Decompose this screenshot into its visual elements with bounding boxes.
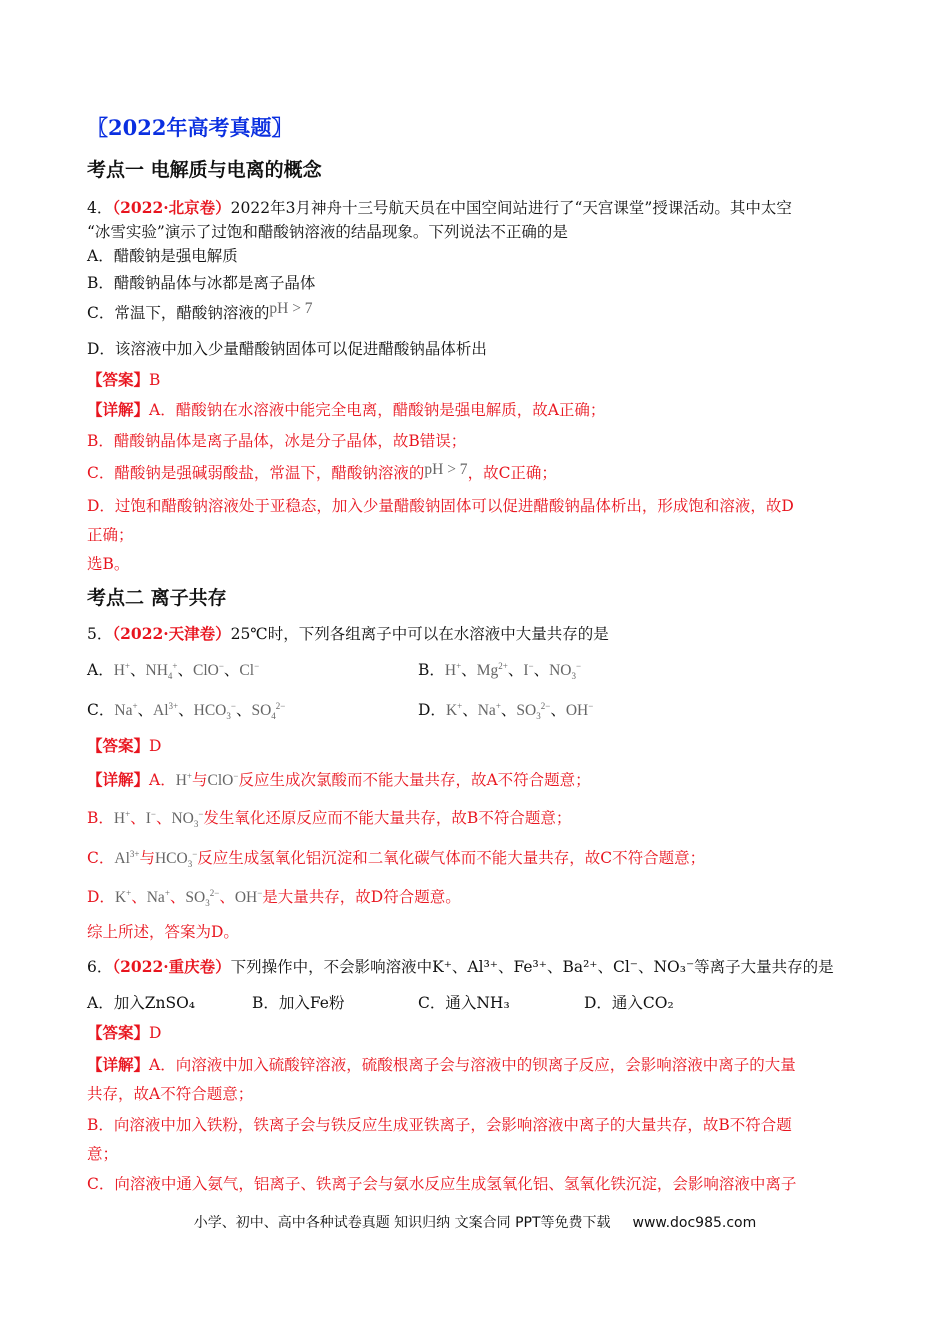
- q4-option-c-text: C．常温下，醋酸钠溶液的: [87, 304, 270, 322]
- footer-url[interactable]: www.doc985.com: [632, 1215, 757, 1231]
- q6-number: 6．: [87, 958, 113, 976]
- q5-answer-value: D: [149, 737, 162, 755]
- q6-detail-a-line2: 共存，故A不符合题意；: [87, 1085, 254, 1103]
- q5-option-b: B．H+、$Mg^{2+}$、I−、$NO_3^-$: [418, 660, 582, 682]
- q6-detail-a-text: A．向溶液中加入硫酸锌溶液，硫酸根离子会与溶液中的钡离子反应，会影响溶液中离子的大量: [149, 1056, 796, 1074]
- q6-detail-b-line2: 意；: [87, 1145, 119, 1163]
- q4-source: （2022·北京卷）: [112, 198, 231, 217]
- q5-detail-c-mid: 与: [139, 849, 155, 867]
- q4-answer-value: B: [149, 371, 161, 389]
- q4-option-d: D．该溶液中加入少量醋酸钠固体可以促进醋酸钠晶体析出: [87, 340, 487, 358]
- q4-number: 4．: [87, 199, 113, 217]
- page-title: 〖2022年高考真题〗: [87, 115, 293, 140]
- q5-stem-text: 25℃时，下列各组离子中可以在水溶液中大量共存的是: [230, 625, 609, 643]
- q4-answer: [87, 370, 160, 390]
- q4-detail-d-line1: D．过饱和醋酸钠溶液处于亚稳态，加入少量醋酸钠固体可以促进醋酸钠晶体析出，形成饱和溶液，故D: [87, 497, 794, 515]
- q6-stem-text: 下列操作中，不会影响溶液中K⁺、Al³⁺、Fe³⁺、Ba²⁺、Cl⁻、NO₃⁻等离子大量共存的是: [230, 958, 834, 976]
- q4-detail-a-text: A．醋酸钠在水溶液中能完全电离，醋酸钠是强电解质，故A正确；: [149, 401, 606, 419]
- q6-option-c: C．通入NH₃: [418, 994, 510, 1012]
- q5-answer-label: 【答案】: [87, 736, 150, 755]
- footer-text: 小学、初中、高中各种试卷真题 知识归纳 文案合同 PPT等免费下载: [193, 1215, 611, 1231]
- q5-source: （2022·天津卷）: [112, 624, 231, 643]
- q5-detail-d-text: 是大量共存，故D符合题意。: [262, 888, 461, 906]
- q4-detail-label: 【详解】: [87, 400, 150, 419]
- q5-detail-d-prefix: D．: [87, 888, 115, 906]
- q5-detail-c: C．$Al^{3+}$与$HCO_3^-$反应生成氢氧化铝沉淀和二氧化碳气体而不能大量共存，故C不符合题意；: [87, 848, 706, 870]
- q5-detail-a: 【详解】A．H+与ClO−反应生成次氯酸而不能大量共存，故A不符合题意；: [87, 770, 591, 789]
- q6-answer-value: D: [149, 1024, 162, 1042]
- q4-detail-c-tail: ，故C正确；: [467, 464, 557, 482]
- q5-detail-c-prefix: C．: [87, 849, 115, 867]
- q5-conclusion: 综上所述，答案为D。: [87, 923, 239, 941]
- q6-option-b: B．加入Fe粉: [252, 994, 345, 1012]
- q4-option-a: A．醋酸钠是强电解质: [87, 247, 238, 265]
- q6-option-a: A．加入ZnSO₄: [87, 994, 195, 1012]
- q6-detail-b-line1: B．向溶液中加入铁粉，铁离子会与铁反应生成亚铁离子，会影响溶液中离子的大量共存，故B不符合题: [87, 1116, 792, 1134]
- q5-detail-label: 【详解】: [87, 770, 150, 789]
- q5-detail-a-prefix: A．: [149, 771, 176, 789]
- q4-stem-line1: [87, 198, 792, 218]
- q4-detail-ph-formula: pH > 7: [424, 461, 468, 478]
- q6-stem: [87, 957, 834, 977]
- q4-detail-c: [87, 463, 557, 484]
- q4-detail-d-line2: 正确；: [87, 526, 134, 544]
- q5-detail-a-mid: 与: [192, 771, 208, 789]
- q5-stem: [87, 624, 609, 644]
- q5-detail-b-prefix: B．: [87, 809, 114, 827]
- q6-detail-a-line1: [87, 1055, 796, 1075]
- q5-option-d: D．K+、Na+、$SO_3^{2-}$、OH−: [418, 700, 594, 722]
- q5-detail-c-text: 反应生成氢氧化铝沉淀和二氧化碳气体而不能大量共存，故C不符合题意；: [197, 849, 706, 867]
- q4-detail-a: [87, 400, 605, 420]
- q4-ph-formula: pH > 7: [269, 300, 313, 317]
- q4-conclusion: 选B。: [87, 555, 130, 573]
- q6-detail-c-line1: C．向溶液中通入氨气，铝离子、铁离子会与氨水反应生成氢氧化铝、氢氧化铁沉淀，会影响溶液中离子: [87, 1175, 797, 1193]
- q5-number: 5．: [87, 625, 113, 643]
- q6-answer-label: 【答案】: [87, 1023, 150, 1042]
- q4-answer-label: 【答案】: [87, 370, 150, 389]
- q5-option-c: C．Na+、$Al^{3+}$、$HCO_3^-$、$SO_4^{2-}$: [87, 700, 286, 722]
- section-heading-2: 考点二 离子共存: [87, 587, 227, 609]
- q4-stem-line2: “冰雪实验”演示了过饱和醋酸钠溶液的结晶现象。下列说法不正确的是: [87, 223, 568, 241]
- q5-detail-a-text: 反应生成次氯酸而不能大量共存，故A不符合题意；: [238, 771, 591, 789]
- q4-detail-b: B．醋酸钠晶体是离子晶体，冰是分子晶体，故B错误；: [87, 432, 467, 450]
- q5-detail-d: D．K+、Na+、$SO_3^{2-}$、OH−是大量共存，故D符合题意。: [87, 887, 461, 909]
- q4-detail-c-text: C．醋酸钠是强碱弱酸盐，常温下，醋酸钠溶液的: [87, 464, 425, 482]
- q4-option-c: [87, 300, 313, 324]
- q6-option-d: D．通入CO₂: [584, 994, 674, 1012]
- q6-source: （2022·重庆卷）: [112, 957, 231, 976]
- q5-answer: [87, 736, 161, 756]
- q4-option-b: B．醋酸钠晶体与冰都是离子晶体: [87, 274, 316, 292]
- q4-stem-text-1: 2022年3月神舟十三号航天员在中国空间站进行了“天宫课堂”授课活动。其中太空: [230, 199, 792, 217]
- q5-detail-b: B．H+、I−、$NO_3^-$发生氧化还原反应而不能大量共存，故B不符合题意；: [87, 808, 572, 830]
- section-heading-1: 考点一 电解质与电离的概念: [87, 159, 322, 181]
- q5-detail-b-text: 发生氧化还原反应而不能大量共存，故B不符合题意；: [203, 809, 572, 827]
- q6-answer: [87, 1023, 161, 1043]
- page-footer: [0, 1212, 950, 1232]
- q5-option-a: A．H+、$NH_4^+$、ClO−、Cl−: [87, 660, 260, 682]
- q6-detail-label: 【详解】: [87, 1055, 150, 1074]
